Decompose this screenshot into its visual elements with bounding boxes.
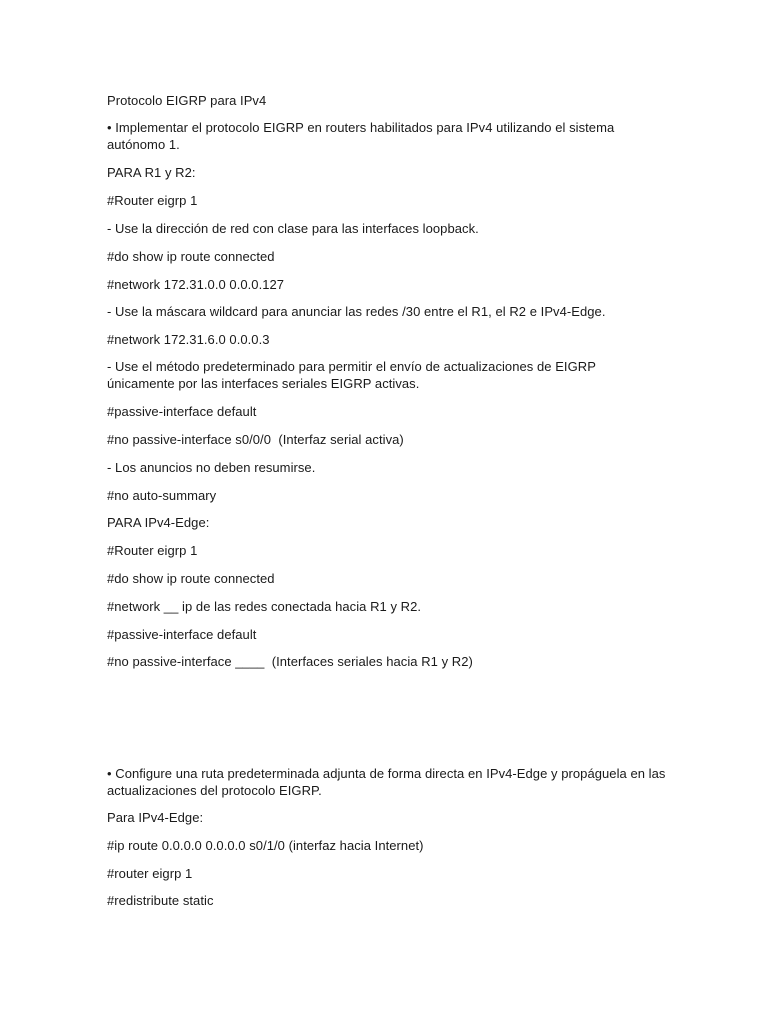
section-heading-ipv4-edge-2: Para IPv4-Edge: [107,810,204,825]
bullet-default-route: • Configure una ruta predeterminada adjunta de forma directa en IPv4-Edge y propáguela en las actualizaciones del protocolo EIGRP. [107,766,670,798]
command-line: #no passive-interface ____ (Interfaces seriales hacia R1 y R2) [107,654,473,669]
instruction-line: - Use la dirección de red con clase para las interfaces loopback. [107,221,479,236]
command-line: #no auto-summary [107,488,217,503]
command-line: #network 172.31.6.0 0.0.0.3 [107,332,270,347]
command-line: #Router eigrp 1 [107,543,198,558]
command-line: #router eigrp 1 [107,866,193,881]
document-title: Protocolo EIGRP para IPv4 [107,93,267,108]
command-line: #no passive-interface s0/0/0 (Interfaz serial activa) [107,432,404,447]
command-line: #redistribute static [107,893,214,908]
instruction-line: - Use el método predeterminado para permitir el envío de actualizaciones de EIGRP únicamente por las interfaces seriales EIGRP activas. [107,359,600,391]
command-line: #ip route 0.0.0.0 0.0.0.0 s0/1/0 (interfaz hacia Internet) [107,838,424,853]
command-line: #passive-interface default [107,627,257,642]
command-line: #do show ip route connected [107,249,275,264]
instruction-line: - Use la máscara wildcard para anunciar las redes /30 entre el R1, el R2 e IPv4-Edge. [107,304,606,319]
command-line: #passive-interface default [107,404,257,419]
section-heading-ipv4-edge: PARA IPv4-Edge: [107,515,210,530]
command-line: #network 172.31.0.0 0.0.0.127 [107,277,285,292]
bullet-implement-eigrp: • Implementar el protocolo EIGRP en routers habilitados para IPv4 utilizando el sistema autónomo 1. [107,120,618,152]
section-heading-r1-r2: PARA R1 y R2: [107,165,196,180]
command-line: #do show ip route connected [107,571,275,586]
instruction-line: - Los anuncios no deben resumirse. [107,460,316,475]
command-line: #network __ ip de las redes conectada hacia R1 y R2. [107,599,422,614]
command-line: #Router eigrp 1 [107,193,198,208]
